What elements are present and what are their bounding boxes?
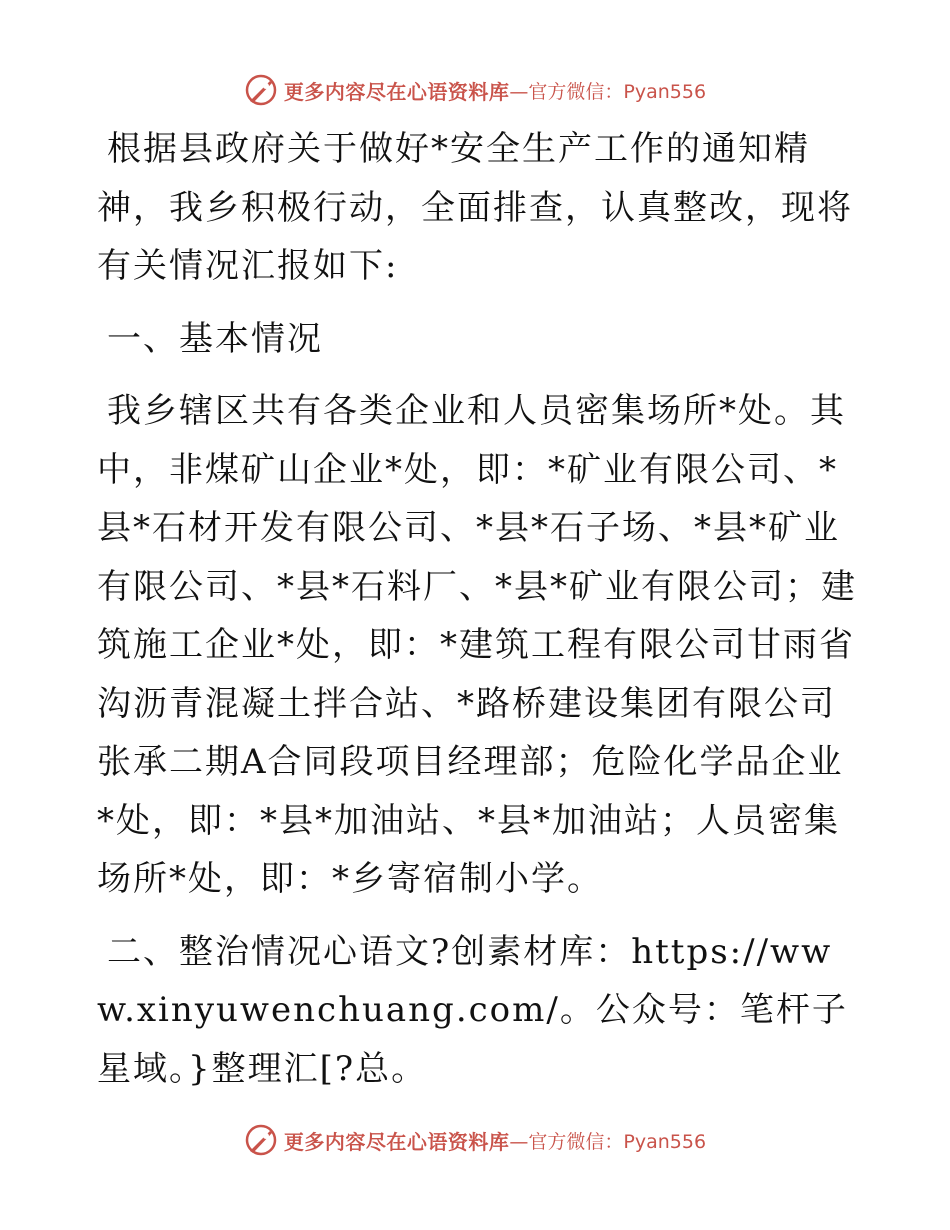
watermark-header [0, 70, 950, 110]
watermark-footer [0, 1120, 950, 1160]
quill-circle-logo-icon [244, 73, 278, 107]
watermark-main-text: 更多内容尽在心语资料库 [283, 79, 510, 104]
quill-circle-logo-icon [244, 1123, 278, 1157]
watermark-suffix-text: —官方微信：Pyan556 [509, 1130, 707, 1153]
paragraph-intro: 根据县政府关于做好*安全生产工作的通知精神，我乡积极行动，全面排查，认真整改，现将有关情况汇报如下: [97, 129, 853, 286]
section-heading-basic: 一、基本情况 [107, 318, 323, 359]
watermark-main-text: 更多内容尽在心语资料库 [283, 1129, 510, 1154]
document-body [97, 120, 857, 1112]
watermark-suffix-text: —官方微信：Pyan556 [509, 80, 707, 103]
section-heading-rectification: 二、整治情况心语文?创素材库：https://www.xinyuwenchuang.com/。公众号：笔杆子星域。}整理汇[?总。 [97, 931, 848, 1089]
paragraph-basic-info: 我乡辖区共有各类企业和人员密集场所*处。其中，非煤矿山企业*处，即：*矿业有限公司、*县*石材开发有限公司、*县*石子场、*县*矿业有限公司、*县*石料厂、*县*矿业有限公司；建筑施工企业*处，即：*建筑工程有限公司甘雨省沟沥青混凝土拌合站、*路桥建设集团有限公司张承二期A合同段项目经理部；危险化学品企业*处，即：*县*加油站、*县*加油站；人员密集场所*处，即：*乡寄宿制小学。 [97, 391, 857, 899]
